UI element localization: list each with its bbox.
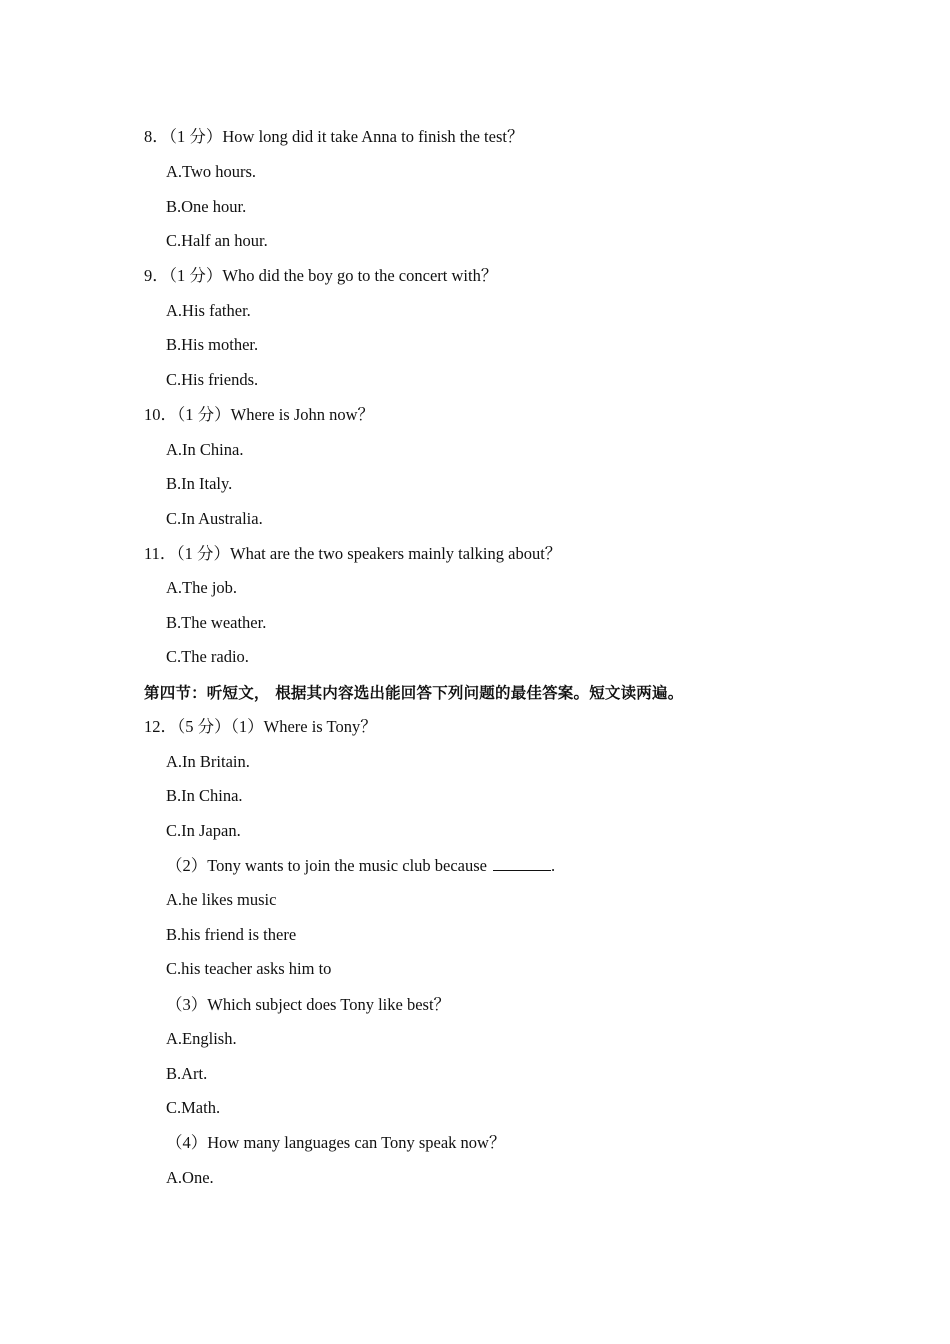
- question-12-2-stem-text: （2）Tony wants to join the music club because: [166, 856, 487, 875]
- question-12-4-option-a: A.One.: [166, 1168, 214, 1187]
- question-10-option-c: C.In Australia.: [166, 509, 263, 528]
- question-9-stem: 9．（1 分）Who did the boy go to the concert with？: [144, 266, 498, 285]
- question-9-option-a: A.His father.: [166, 301, 251, 320]
- question-8-option-b: B.One hour.: [166, 197, 247, 216]
- section-4-heading: 第四节：听短文， 根据其内容选出能回答下列问题的最佳答案。短文读两遍。: [144, 684, 684, 702]
- question-12-2-option-a: A.he likes music: [166, 890, 277, 909]
- question-12-2-stem-end: .: [551, 856, 556, 875]
- question-12-3-option-a: A.English.: [166, 1029, 237, 1048]
- question-12-2-option-b: B.his friend is there: [166, 925, 297, 944]
- question-12-3-option-b: B.Art.: [166, 1064, 208, 1083]
- question-11-option-c: C.The radio.: [166, 647, 249, 666]
- question-11-option-b: B.The weather.: [166, 613, 267, 632]
- question-8-stem: 8．（1 分）How long did it take Anna to finish the test？: [144, 127, 524, 146]
- question-12-3-option-c: C.Math.: [166, 1098, 221, 1117]
- question-11-stem: 11．（1 分）What are the two speakers mainly talking about？: [144, 544, 562, 563]
- question-11-option-a: A.The job.: [166, 578, 238, 597]
- question-12-3-stem: （3）Which subject does Tony like best？: [166, 995, 451, 1014]
- question-10-stem: 10．（1 分）Where is John now？: [144, 405, 375, 424]
- question-9-option-c: C.His friends.: [166, 370, 259, 389]
- question-8-option-a: A.Two hours.: [166, 162, 257, 181]
- question-10-option-a: A.In China.: [166, 440, 244, 459]
- question-12-2-stem: [166, 856, 555, 876]
- question-9-option-b: B.His mother.: [166, 335, 259, 354]
- question-12-1-option-c: C.In Japan.: [166, 821, 241, 840]
- question-8-option-c: C.Half an hour.: [166, 231, 268, 250]
- question-12-4-stem: （4）How many languages can Tony speak now？: [166, 1133, 506, 1152]
- question-12-stem: 12．（5 分）（1）Where is Tony？: [144, 717, 377, 736]
- question-12-1-option-a: A.In Britain.: [166, 752, 250, 771]
- question-10-option-b: B.In Italy.: [166, 474, 233, 493]
- answer-blank: [493, 856, 551, 871]
- question-12-1-option-b: B.In China.: [166, 786, 243, 805]
- question-12-2-option-c: C.his teacher asks him to: [166, 959, 332, 978]
